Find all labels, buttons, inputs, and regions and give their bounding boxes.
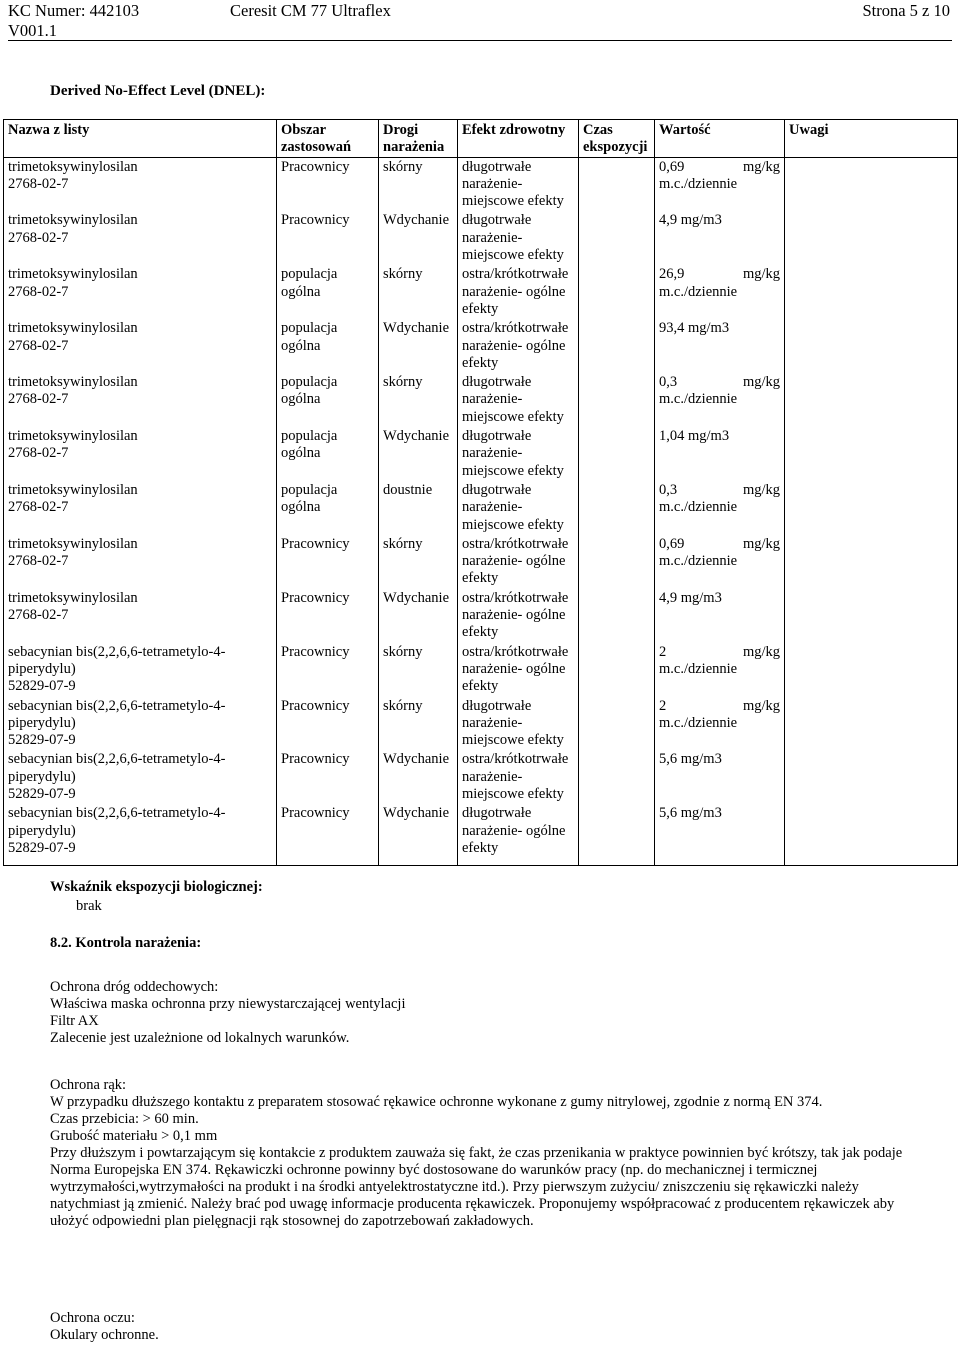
cas-number: 52829-07-9	[8, 785, 76, 802]
substance-name: trimetoksywinylosilan	[8, 535, 138, 552]
header-rule	[8, 40, 952, 41]
cell-time	[579, 535, 655, 589]
cell-route: skórny	[379, 373, 458, 427]
respiratory-line: Właściwa maska ochronna przy niewystarczającej wentylacji	[50, 996, 406, 1012]
value-unit: mg/kg	[742, 266, 780, 283]
cell-value	[655, 373, 785, 427]
col-header-route: Drogi narażenia	[379, 120, 458, 158]
value-number: 5,6 mg/m3	[659, 805, 722, 822]
cell-notes	[785, 157, 958, 211]
value-unit-suffix: m.c./dziennie	[659, 714, 738, 731]
substance-name: sebacynian bis(2,2,6,6-tetrametylo-4-piperydylu)	[8, 643, 226, 677]
cas-number: 2768-02-7	[8, 175, 69, 192]
col-header-time: Czas ekspozycji	[579, 120, 655, 158]
cell-route: skórny	[379, 643, 458, 697]
cell-effect: ostra/krótkotrwałe narażenie- ogólne efekty	[458, 589, 579, 643]
cell-time	[579, 481, 655, 535]
cell-effect: ostra/krótkotrwałe narażenie- ogólne efekty	[458, 319, 579, 373]
hands-paragraph: Przy dłuższym i powtarzającym się kontakcie z produktem zauważa się fakt, że czas przenikania w praktyce powinnien być krótszy, tak jak podaje Norma Europejska EN 374. Rękawiczki ochronne powinny być dostosowane do warunków pracy (np. do mechanicznej i termicznej wytrzymałości,wytrzymałości na produkt i na środki antyelektrostatyczne itd.). Przy pierwszym zużyciu/ zniszczeniu się rękawiczki należy natychmiast ją zmienić. Należy brać pod uwagę informacje producenta rękawiczek. Proponujemy współpracować z producentem rękawiczek aby ułożyć odpowiedni plan pielęgnacji rąk stosownej do zapotrzebowań zakładowych.	[50, 1145, 903, 1229]
cell-notes	[785, 481, 958, 535]
cas-number: 52829-07-9	[8, 839, 76, 856]
cell-route: Wdychanie	[379, 589, 458, 643]
kc-number: KC Numer: 442103	[8, 1, 140, 20]
page-header	[8, 0, 952, 42]
exposure-control-title: 8.2. Kontrola narażenia:	[50, 935, 202, 951]
bio-value: brak	[76, 898, 102, 914]
value-number: 0,69	[659, 158, 685, 175]
cell-substance	[4, 535, 277, 589]
cell-notes	[785, 589, 958, 643]
cell-notes	[785, 319, 958, 373]
respiratory-line: Zalecenie jest uzależnione od lokalnych warunków.	[50, 1030, 350, 1046]
cas-number: 2768-02-7	[8, 391, 69, 408]
cell-value	[655, 211, 785, 265]
substance-name: trimetoksywinylosilan	[8, 481, 138, 498]
cell-time	[579, 697, 655, 751]
cell-value	[655, 157, 785, 211]
substance-name: trimetoksywinylosilan	[8, 589, 138, 606]
cell-area: populacja ogólna	[277, 319, 379, 373]
value-number: 4,9 mg/m3	[659, 212, 722, 229]
cas-number: 2768-02-7	[8, 499, 69, 516]
table-row	[4, 750, 958, 804]
cell-substance	[4, 265, 277, 319]
cell-area: Pracownicy	[277, 697, 379, 751]
value-unit: mg/kg	[742, 643, 780, 660]
value-unit-suffix: m.c./dziennie	[659, 391, 738, 408]
value-unit: mg/kg	[742, 158, 780, 175]
value-number: 5,6 mg/m3	[659, 751, 722, 768]
cell-area: Pracownicy	[277, 804, 379, 865]
cell-value	[655, 481, 785, 535]
table-row	[4, 265, 958, 319]
cell-route: Wdychanie	[379, 804, 458, 865]
substance-name: trimetoksywinylosilan	[8, 428, 138, 445]
bio-title: Wskaźnik ekspozycji biologicznej:	[50, 879, 263, 895]
respiratory-heading: Ochrona dróg oddechowych:	[50, 979, 219, 995]
cas-number: 52829-07-9	[8, 678, 76, 695]
cell-area: populacja ogólna	[277, 373, 379, 427]
cas-number: 52829-07-9	[8, 732, 76, 749]
value-unit-suffix: m.c./dziennie	[659, 553, 738, 570]
cell-notes	[785, 427, 958, 481]
cell-area: Pracownicy	[277, 157, 379, 211]
col-header-notes: Uwagi	[785, 120, 958, 158]
table-row	[4, 643, 958, 697]
dnel-table	[3, 119, 958, 866]
cell-time	[579, 750, 655, 804]
cell-route: Wdychanie	[379, 319, 458, 373]
eyes-heading: Ochrona oczu:	[50, 1310, 135, 1326]
table-row	[4, 589, 958, 643]
substance-name: sebacynian bis(2,2,6,6-tetrametylo-4-piperydylu)	[8, 697, 226, 731]
table-row	[4, 157, 958, 211]
col-header-area: Obszar zastosowań	[277, 120, 379, 158]
cell-effect: ostra/krótkotrwałe narażenie- ogólne efekty	[458, 265, 579, 319]
page-number: Strona 5 z 10	[862, 1, 950, 20]
cell-route: skórny	[379, 535, 458, 589]
cell-route: Wdychanie	[379, 750, 458, 804]
cell-route: skórny	[379, 697, 458, 751]
cell-time	[579, 211, 655, 265]
table-row	[4, 535, 958, 589]
product-name: Ceresit CM 77 Ultraflex	[230, 1, 391, 20]
cell-substance	[4, 643, 277, 697]
cell-time	[579, 157, 655, 211]
cell-time	[579, 319, 655, 373]
value-number: 0,69	[659, 535, 685, 552]
table-row	[4, 373, 958, 427]
cell-substance	[4, 804, 277, 865]
value-number: 93,4 mg/m3	[659, 320, 730, 337]
cell-value	[655, 750, 785, 804]
substance-name: trimetoksywinylosilan	[8, 374, 138, 391]
col-header-effect: Efekt zdrowotny	[458, 120, 579, 158]
cell-substance	[4, 589, 277, 643]
cell-area: Pracownicy	[277, 211, 379, 265]
hands-heading: Ochrona rąk:	[50, 1077, 127, 1093]
cell-value	[655, 535, 785, 589]
cell-area: Pracownicy	[277, 643, 379, 697]
value-number: 2	[659, 643, 667, 660]
value-unit: mg/kg	[742, 697, 780, 714]
hands-line: W przypadku dłuższego kontaktu z preparatem stosować rękawice ochronne wykonane z gumy nitrylowej, zgodnie z normą EN 374.	[50, 1094, 823, 1110]
cell-substance	[4, 373, 277, 427]
value-number: 4,9 mg/m3	[659, 589, 722, 606]
cell-time	[579, 265, 655, 319]
value-unit-suffix: m.c./dziennie	[659, 660, 738, 677]
cell-effect: ostra/krótkotrwałe narażenie- ogólne efekty	[458, 643, 579, 697]
cell-time	[579, 804, 655, 865]
cell-notes	[785, 373, 958, 427]
cell-value	[655, 589, 785, 643]
cell-value	[655, 643, 785, 697]
cas-number: 2768-02-7	[8, 607, 69, 624]
version: V001.1	[8, 21, 58, 40]
hands-line: Czas przebicia: > 60 min.	[50, 1111, 199, 1127]
cell-notes	[785, 643, 958, 697]
cell-time	[579, 427, 655, 481]
cell-area: populacja ogólna	[277, 481, 379, 535]
cas-number: 2768-02-7	[8, 553, 69, 570]
eye-protection	[50, 1310, 910, 1344]
cell-route: skórny	[379, 265, 458, 319]
cell-substance	[4, 211, 277, 265]
value-unit: mg/kg	[742, 374, 780, 391]
substance-name: trimetoksywinylosilan	[8, 212, 138, 229]
cell-effect: ostra/krótkotrwałe narażenie- ogólne efekty	[458, 535, 579, 589]
cell-effect: długotrwałe narażenie- miejscowe efekty	[458, 157, 579, 211]
value-number: 0,3	[659, 374, 678, 391]
cell-route: skórny	[379, 157, 458, 211]
cell-substance	[4, 697, 277, 751]
cell-time	[579, 373, 655, 427]
hand-protection	[50, 1077, 910, 1230]
cell-notes	[785, 697, 958, 751]
substance-name: sebacynian bis(2,2,6,6-tetrametylo-4-piperydylu)	[8, 751, 226, 785]
cell-substance	[4, 319, 277, 373]
substance-name: trimetoksywinylosilan	[8, 158, 138, 175]
cell-notes	[785, 535, 958, 589]
table-row	[4, 427, 958, 481]
cell-notes	[785, 804, 958, 865]
cell-area: Pracownicy	[277, 535, 379, 589]
col-header-name: Nazwa z listy	[4, 120, 277, 158]
cell-route: Wdychanie	[379, 211, 458, 265]
table-row	[4, 319, 958, 373]
cell-area: populacja ogólna	[277, 427, 379, 481]
table-row	[4, 481, 958, 535]
cas-number: 2768-02-7	[8, 445, 69, 462]
respiratory-protection	[50, 979, 910, 1047]
cas-number: 2768-02-7	[8, 283, 69, 300]
cell-time	[579, 589, 655, 643]
value-number: 26,9	[659, 266, 685, 283]
cell-effect: długotrwałe narażenie- miejscowe efekty	[458, 211, 579, 265]
cell-time	[579, 643, 655, 697]
cell-area: populacja ogólna	[277, 265, 379, 319]
value-unit-suffix: m.c./dziennie	[659, 175, 738, 192]
cell-effect: długotrwałe narażenie- miejscowe efekty	[458, 373, 579, 427]
cell-substance	[4, 157, 277, 211]
col-header-value: Wartość	[655, 120, 785, 158]
value-unit-suffix: m.c./dziennie	[659, 499, 738, 516]
dnel-table-body	[4, 157, 958, 866]
cell-value	[655, 427, 785, 481]
cell-notes	[785, 265, 958, 319]
dnel-title: Derived No-Effect Level (DNEL):	[50, 83, 266, 99]
value-unit: mg/kg	[742, 481, 780, 498]
table-row	[4, 804, 958, 865]
cell-substance	[4, 427, 277, 481]
value-unit-suffix: m.c./dziennie	[659, 283, 738, 300]
hands-line: Grubość materiału > 0,1 mm	[50, 1128, 218, 1144]
value-number: 0,3	[659, 481, 678, 498]
value-number: 2	[659, 697, 667, 714]
substance-name: sebacynian bis(2,2,6,6-tetrametylo-4-piperydylu)	[8, 805, 226, 839]
cas-number: 2768-02-7	[8, 229, 69, 246]
cas-number: 2768-02-7	[8, 337, 69, 354]
table-row	[4, 211, 958, 265]
cell-value	[655, 319, 785, 373]
cell-area: Pracownicy	[277, 750, 379, 804]
cell-notes	[785, 750, 958, 804]
cell-route: doustnie	[379, 481, 458, 535]
cell-value	[655, 697, 785, 751]
cell-substance	[4, 750, 277, 804]
table-row	[4, 697, 958, 751]
cell-effect: ostra/krótkotrwałe narażenie- miejscowe efekty	[458, 750, 579, 804]
cell-area: Pracownicy	[277, 589, 379, 643]
cell-notes	[785, 211, 958, 265]
table-header-row	[4, 120, 958, 158]
cell-substance	[4, 481, 277, 535]
respiratory-line: Filtr AX	[50, 1013, 99, 1029]
cell-effect: długotrwałe narażenie- miejscowe efekty	[458, 697, 579, 751]
cell-effect: długotrwałe narażenie- miejscowe efekty	[458, 481, 579, 535]
cell-route: Wdychanie	[379, 427, 458, 481]
value-unit: mg/kg	[742, 535, 780, 552]
substance-name: trimetoksywinylosilan	[8, 320, 138, 337]
cell-effect: długotrwałe narażenie- ogólne efekty	[458, 804, 579, 865]
value-number: 1,04 mg/m3	[659, 428, 730, 445]
cell-value	[655, 265, 785, 319]
cell-effect: długotrwałe narażenie- miejscowe efekty	[458, 427, 579, 481]
cell-value	[655, 804, 785, 865]
substance-name: trimetoksywinylosilan	[8, 266, 138, 283]
eyes-line: Okulary ochronne.	[50, 1327, 159, 1343]
